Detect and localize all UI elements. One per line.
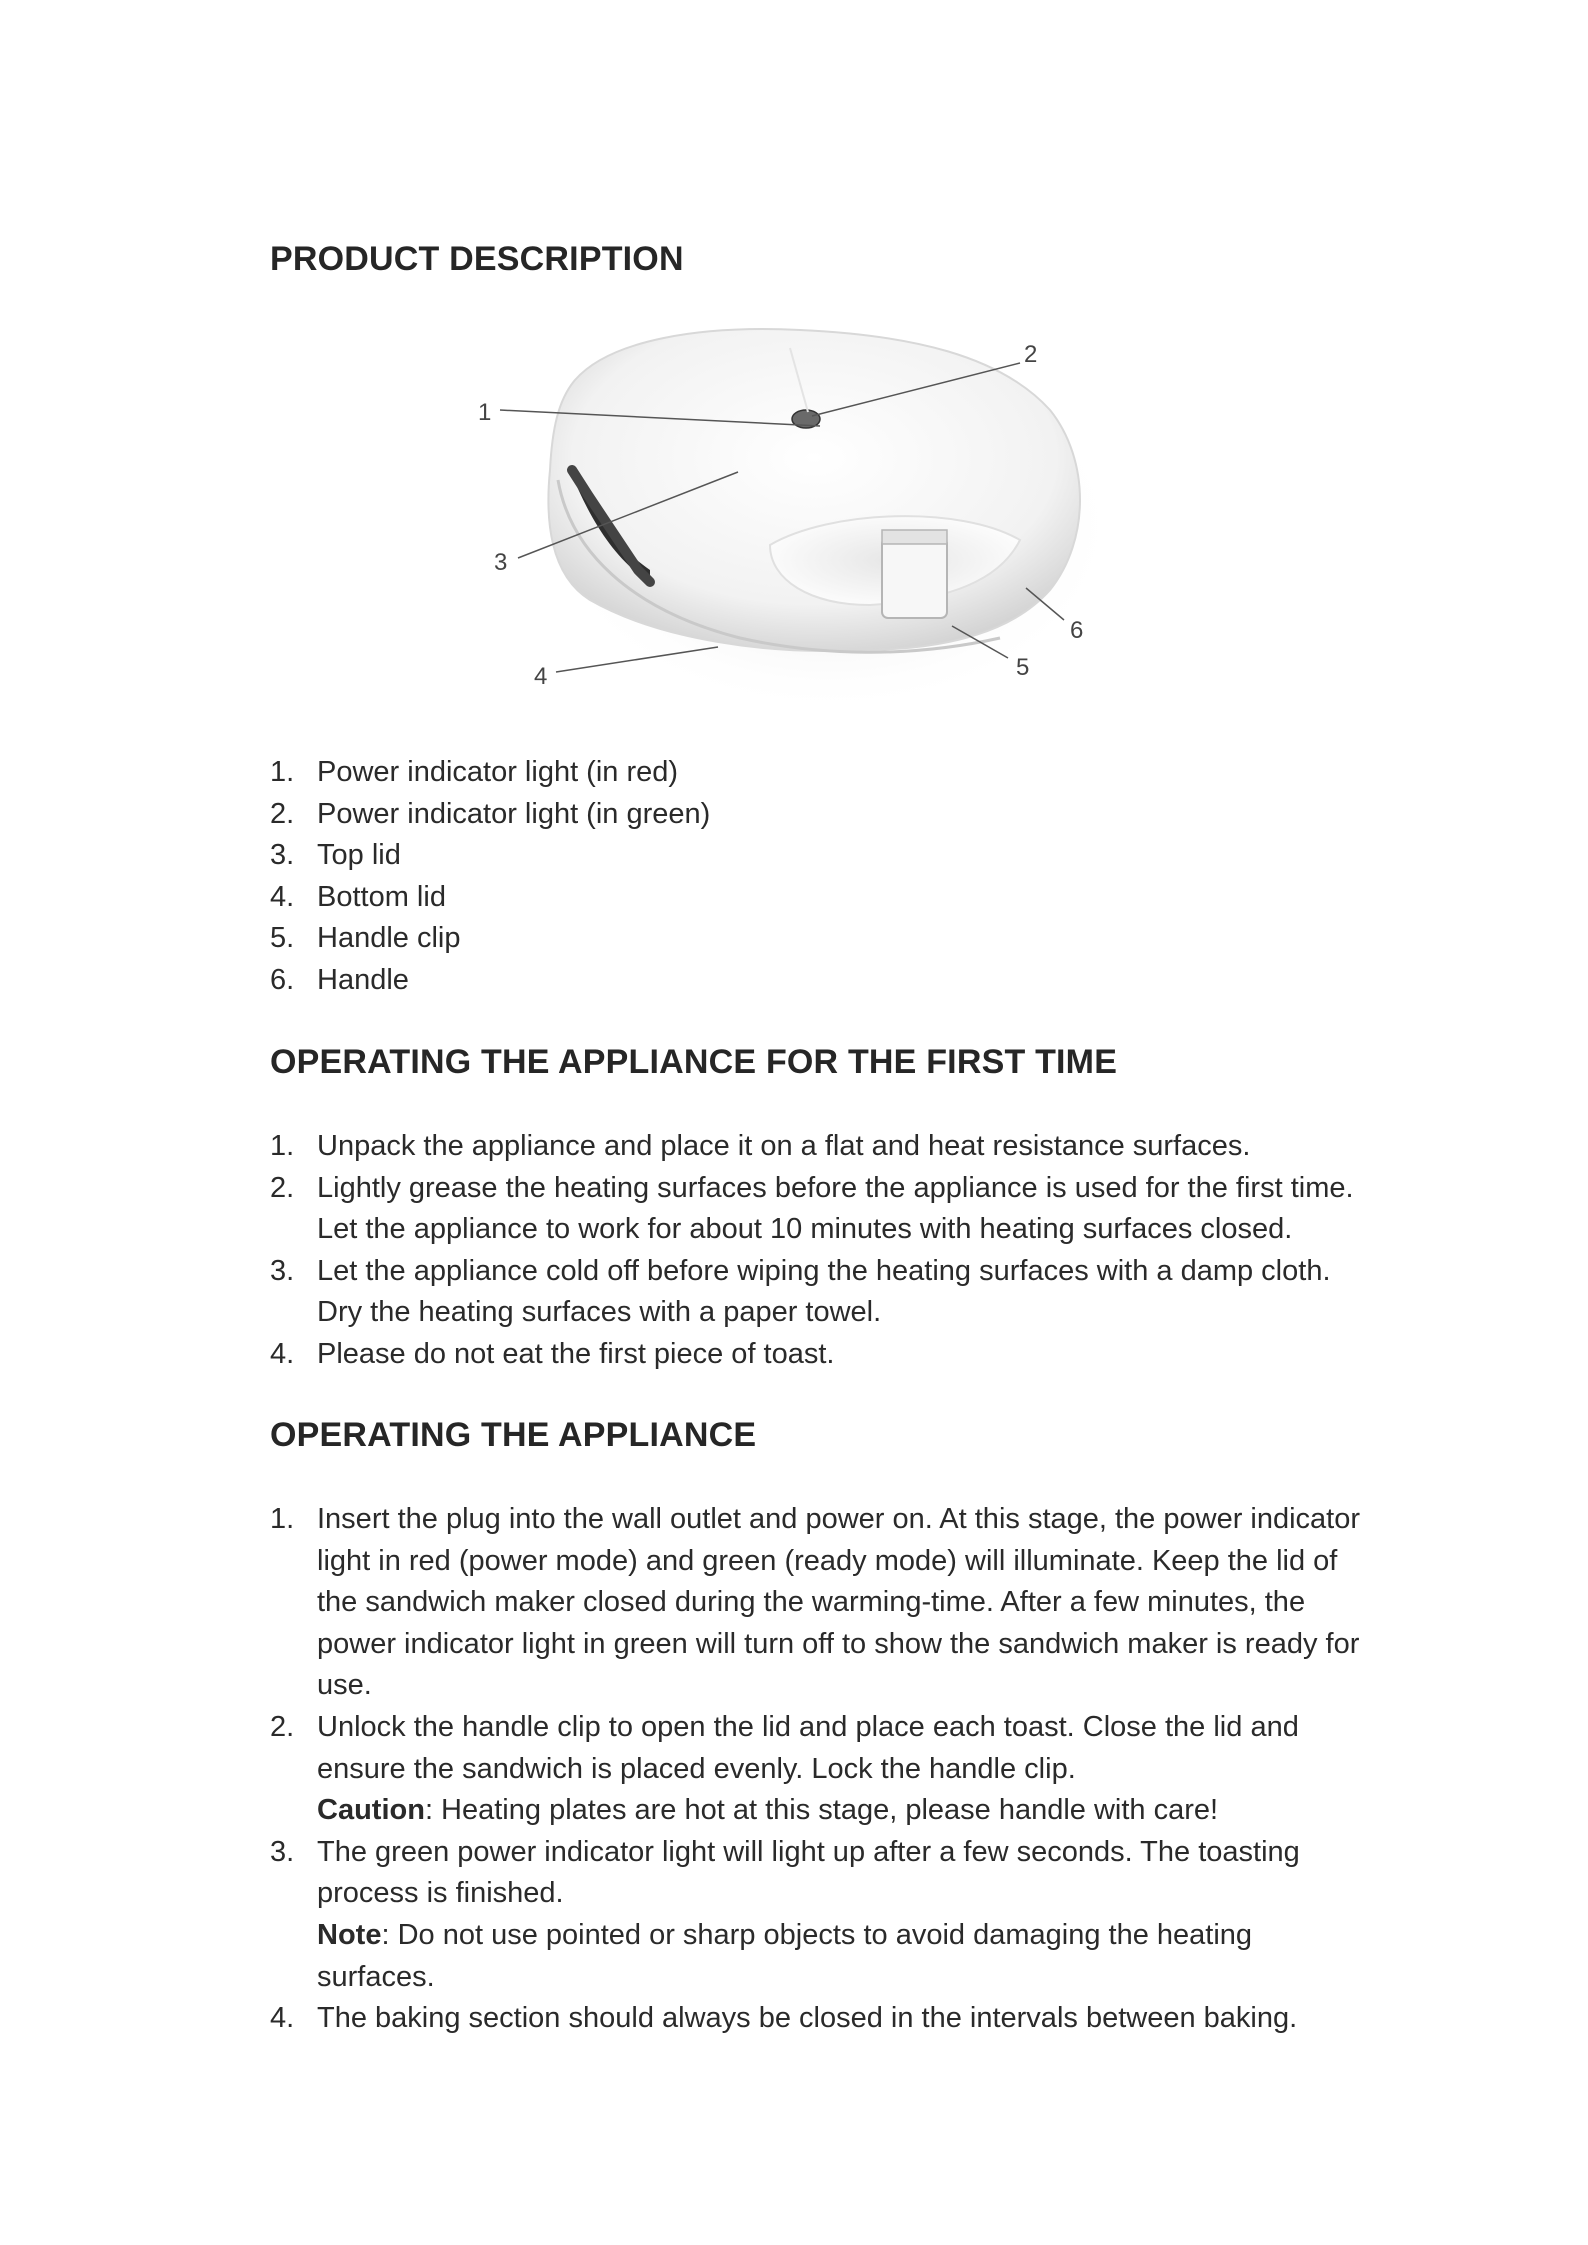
list-item: 2. Lightly grease the heating surfaces before the appliance is used for the first time. Let the appliance to work for about 10 minutes with heating surfaces closed. [270, 1168, 1370, 1251]
step-text: The baking section should always be closed in the intervals between baking. [317, 2002, 1298, 2035]
part-label: Power indicator light (in green) [317, 797, 711, 830]
callout-3: 3 [494, 549, 508, 576]
parts-list [270, 752, 1370, 1002]
step-text: Unlock the handle clip to open the lid and place each toast. Close the lid and [317, 1710, 1299, 1743]
step-text: The green power indicator light will light up after a few seconds. The toasting [317, 1835, 1300, 1868]
note [317, 1915, 1370, 1957]
list-item: 1. Insert the plug into the wall outlet and power on. At this stage, the power indicator light in red (power mode) and green (ready mode) will illuminate. Keep the lid of the sandwich maker closed during the warming-time. After a few minutes, the power indicator light in green will turn off to show the sandwich maker is ready for use. [270, 1499, 1370, 1707]
product-illustration [440, 320, 1140, 710]
note-text: : Do not use pointed or sharp objects to avoid damaging the heating [381, 1918, 1253, 1951]
step-text: Please do not eat the first piece of toast. [317, 1337, 835, 1370]
section-title-first-time: OPERATING THE APPLIANCE FOR THE FIRST TIME [270, 1043, 1118, 1081]
callout-5: 5 [1016, 654, 1030, 681]
caution-label: Caution [317, 1794, 425, 1827]
section-title-product-description: PRODUCT DESCRIPTION [270, 240, 684, 278]
list-item: 5. Handle clip [270, 922, 461, 955]
callout-6: 6 [1070, 617, 1084, 644]
note-label: Note [317, 1918, 382, 1951]
list-item: 2. Power indicator light (in green) [270, 797, 711, 830]
list-item: 4. Bottom lid [270, 880, 446, 913]
callout-1: 1 [478, 399, 492, 426]
part-label: Top lid [317, 839, 401, 872]
handle-clip-shape [882, 538, 947, 618]
step-text: Dry the heating surfaces with a paper towel. [317, 1296, 882, 1329]
part-label: Power indicator light (in red) [317, 756, 679, 788]
step-text: Insert the plug into the wall outlet and power on. At this stage, the power indicator [317, 1503, 1361, 1535]
sandwich-maker-diagram [440, 320, 1140, 710]
operating-steps [270, 1499, 1370, 2040]
step-text: process is finished. [317, 1877, 564, 1910]
step-text: Unpack the appliance and place it on a flat and heat resistance surfaces. [317, 1130, 1251, 1162]
caution-note [317, 1790, 1370, 1832]
step-text: light in red (power mode) and green (ready mode) will illuminate. Keep the lid of [317, 1544, 1338, 1577]
callout-2: 2 [1024, 341, 1038, 368]
list-item: 3. The green power indicator light will light up after a few seconds. The toasting process is finished. Note: Do not use pointed or sharp objects to avoid damaging the heating surfaces. [270, 1832, 1370, 1998]
section-title-operating: OPERATING THE APPLIANCE [270, 1416, 757, 1454]
top-lid-shape [548, 329, 1080, 651]
list-item: 1. Unpack the appliance and place it on a flat and heat resistance surfaces. [270, 1126, 1370, 1168]
first-time-steps [270, 1126, 1370, 1376]
caution-text: : Heating plates are hot at this stage, please handle with care! [424, 1794, 1219, 1827]
step-text: Let the appliance cold off before wiping the heating surfaces with a damp cloth. [317, 1254, 1331, 1287]
part-label: Handle [317, 963, 409, 996]
handle-clip-top [882, 530, 947, 544]
callout-4: 4 [534, 663, 548, 690]
part-label: Bottom lid [317, 880, 446, 913]
step-text: power indicator light in green will turn off to show the sandwich maker is ready for [317, 1627, 1360, 1660]
step-text: Let the appliance to work for about 10 minutes with heating surfaces closed. [317, 1213, 1293, 1246]
list-item: 4. Please do not eat the first piece of toast. [270, 1334, 1370, 1376]
step-text: use. [317, 1669, 372, 1702]
list-item: 2. Unlock the handle clip to open the lid and place each toast. Close the lid and ensure the sandwich is placed evenly. Lock the handle clip. Caution: Heating plates are hot at this stage, please handle with care! [270, 1707, 1370, 1832]
list-item: 1. Power indicator light (in red) [270, 756, 679, 788]
step-text: the sandwich maker closed during the warming-time. After a few minutes, the [317, 1586, 1306, 1619]
list-item: 6. Handle [270, 963, 409, 996]
list-item: 3. Let the appliance cold off before wiping the heating surfaces with a damp cloth. Dry the heating surfaces with a paper towel. [270, 1251, 1370, 1334]
step-text: Lightly grease the heating surfaces before the appliance is used for the first time. [317, 1171, 1354, 1204]
step-text: ensure the sandwich is placed evenly. Lock the handle clip. [317, 1752, 1076, 1785]
note-text: surfaces. [317, 1960, 435, 1993]
list-item: 4. The baking section should always be closed in the intervals between baking. [270, 1998, 1370, 2040]
part-label: Handle clip [317, 922, 461, 955]
list-item: 3. Top lid [270, 839, 401, 872]
